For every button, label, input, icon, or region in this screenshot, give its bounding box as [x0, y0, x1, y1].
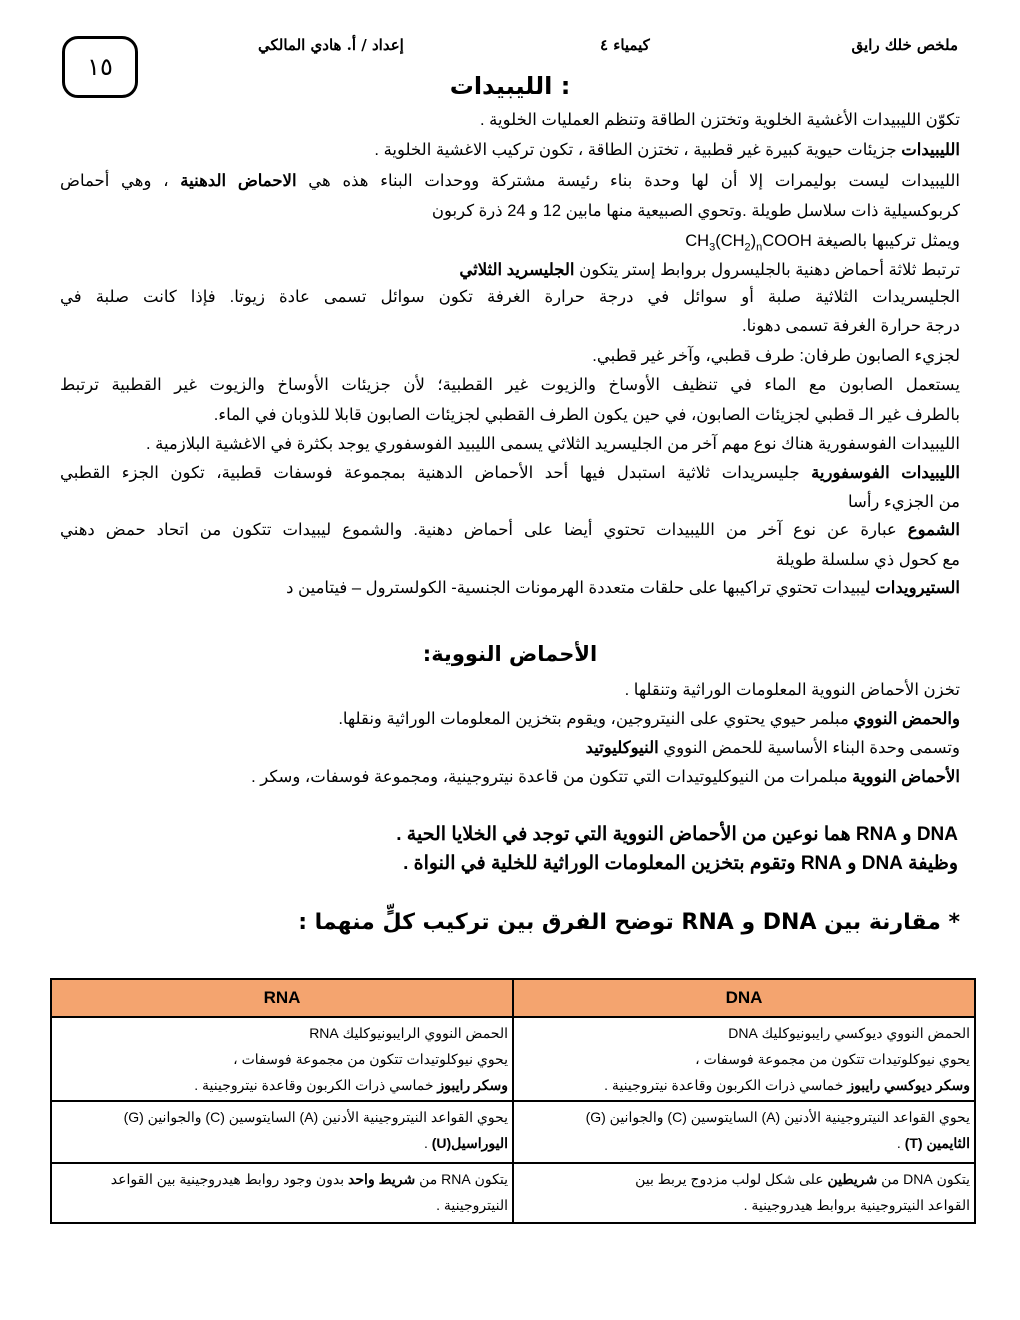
text-segment: ترتبط ثلاثة أحماض دهنية بالجليسرول بروابط إستر يتكون [574, 261, 960, 279]
text-segment: الليبيدات ليست بوليمرات إلا أن لها وحدة بناء رئيسة مشتركة ووحدات البناء هذه هي [296, 172, 960, 190]
paragraph-line [60, 138, 960, 162]
bold-term: والحمض النووي [853, 710, 960, 728]
paragraph-line [60, 548, 960, 572]
section-title-nucleic-acids: الأحماض النووية: [422, 642, 598, 666]
text-segment: مبلمرات من النيوكليوتيدات التي تتكون من قاعدة نيتروجينية، ومجموعة فوسفات، وسكر . [251, 768, 853, 786]
bold-term: النيوكليوتيد [585, 739, 659, 757]
text-segment: على شكل لولب مزدوج يربط بين [635, 1171, 828, 1187]
text-segment: خماسي ذرات الكربون وقاعدة نيتروجينية . [194, 1077, 438, 1093]
comparison-table [50, 978, 976, 1224]
text-segment: من الجزيء رأسا [847, 493, 960, 511]
text-segment: خماسي ذرات الكربون وقاعدة نيتروجينية . [604, 1077, 848, 1093]
text-segment: يحوي القواعد النيتروجينية الأدنين (A) السايتوسين (C) والجوانين (G) [123, 1109, 508, 1125]
paragraph-line [60, 707, 960, 731]
text-segment: 2 [744, 241, 751, 254]
cell-line [518, 1020, 970, 1046]
text-segment: يستعمل الصابون مع الماء في تنظيف الأوساخ والزيوت غير القطبية؛ لأن جزيئات الأوساخ والزيوت غير القطبية ترتبط [60, 376, 960, 394]
table-row [51, 1163, 975, 1223]
bold-term: الشموع [907, 521, 960, 539]
text-segment: ) [750, 232, 757, 250]
cell-line [518, 1130, 970, 1156]
text-segment: CH [685, 232, 710, 250]
cell-line [56, 1046, 508, 1072]
paragraph-line [60, 258, 960, 282]
dna-rna-function: وظيفة DNA و RNA وتقوم بتخزين المعلومات الوراثية للخلية في النواة . [403, 853, 958, 874]
table-row [51, 1017, 975, 1101]
text-segment: درجة حرارة الغرفة تسمى دهونا. [742, 317, 960, 335]
text-segment: يتكون DNA من [877, 1171, 970, 1187]
bold-term: الجليسريد الثلاثي [459, 261, 575, 279]
text-segment: بالطرف غير الـ قطبي لجزيئات الصابون، في حين يكون الطرف القطبي لجزيئات الصابون قابلا للذوبان في الماء. [213, 406, 960, 424]
paragraph-line [60, 403, 960, 427]
text-segment: (CH [715, 232, 745, 250]
paragraph-line [60, 765, 960, 789]
paragraph-line [60, 518, 960, 542]
text-segment: تكوّن الليبيدات الأغشية الخلوية وتختزن الطاقة وتنظم العمليات الخلوية . [479, 111, 960, 129]
dna-cell [513, 1017, 975, 1101]
dna-cell [513, 1101, 975, 1163]
text-segment: . [896, 1135, 905, 1151]
header-author: إعداد / أ. هادي المالكي [258, 36, 404, 54]
bold-term: الاحماض الدهنية [180, 172, 297, 190]
text-segment: ، وهي أحماض [60, 172, 181, 190]
cell-line [518, 1046, 970, 1072]
paragraph-line [60, 344, 960, 368]
paragraph-line [60, 736, 960, 760]
text-segment: يحوي نيوكلوتيدات تتكون من مجموعة فوسفات ، [695, 1051, 970, 1067]
paragraph-line [60, 576, 960, 600]
paragraph-line [60, 461, 960, 485]
text-segment: . [423, 1135, 432, 1151]
text-segment: القواعد النيتروجينية بروابط هيدروجينية . [743, 1197, 970, 1213]
cell-line [56, 1192, 508, 1218]
table-row [51, 1101, 975, 1163]
column-header-rna: RNA [51, 979, 513, 1017]
bold-term: الليبيدات [901, 141, 960, 159]
bold-term: الأحماض النووية [852, 768, 960, 786]
text-segment: الحمض النووي الرايبونيوكليك RNA [309, 1025, 508, 1041]
text-segment: وتسمى وحدة البناء الأساسية للحمض النووي [658, 739, 960, 757]
cell-line [518, 1192, 970, 1218]
bold-term: الثايمين (T) [904, 1135, 970, 1151]
page-number: ١٥ [62, 36, 138, 98]
paragraph-line [60, 490, 960, 514]
cell-line [518, 1072, 970, 1098]
text-segment: 3 [709, 241, 716, 254]
comparison-title: * مقارنة بين DNA و RNA توضح الفرق بين تركيب كلٍّ منهما : [298, 910, 960, 935]
header-subject: كيمياء ٤ [600, 36, 650, 54]
text-segment: مبلمر حيوي يحتوي على النيتروجين، ويقوم بتخزين المعلومات الوراثية ونقلها. [338, 710, 854, 728]
text-segment: n [756, 241, 763, 254]
text-segment: الحمض النووي ديوكسي رايبونيوكليك DNA [728, 1025, 970, 1041]
text-segment: مع كحول ذي سلسلة طويلة [775, 551, 960, 569]
paragraph-line [60, 199, 960, 223]
bold-term: اليوراسيل(U) [431, 1135, 508, 1151]
text-segment: جزيئات حيوية كبيرة غير قطبية ، تختزن الطاقة ، تكون تركيب الاغشية الخلوية . [374, 141, 902, 159]
text-segment: الجليسريدات الثلاثية صلبة أو سوائل في درجة حرارة الغرفة تكون سوائل تسمى عادة زيوتا. فإذا كانت صلبة في [60, 288, 960, 306]
rna-cell [51, 1017, 513, 1101]
paragraph-line [60, 314, 960, 338]
cell-line [56, 1130, 508, 1156]
bold-term: شريطين [827, 1171, 878, 1187]
text-segment: كربوكسيلية ذات سلاسل طويلة .وتحوي الصبيعية منها مابين 12 و 24 ذرة كربون [431, 202, 960, 220]
cell-line [56, 1166, 508, 1192]
bold-term: وسكر ديوكسي رايبوز [847, 1077, 970, 1093]
text-segment: النيتروجينية . [436, 1197, 508, 1213]
text-segment: لجزيء الصابون طرفان: طرف قطبي، وآخر غير قطبي. [592, 347, 960, 365]
column-header-dna: DNA [513, 979, 975, 1017]
text-segment: الليبيدات الفوسفورية هناك نوع مهم آخر من الجليسريد الثلاثي يسمى الليبيد الفوسفوري يوجد بكثرة في الاغشية البلازمية . [145, 435, 960, 453]
bold-term: الستيرويدات [875, 579, 960, 597]
bold-term: وسكر رايبوز [437, 1077, 508, 1093]
dna-rna-statement: DNA و RNA هما نوعين من الأحماض النووية التي توجد في الخلايا الحية . [396, 824, 958, 845]
bold-term: شريط واحد [348, 1171, 416, 1187]
paragraph-line [60, 108, 960, 132]
paragraph-line [60, 432, 960, 456]
section-title-lipids: الليبيدات : [449, 72, 571, 100]
rna-cell [51, 1163, 513, 1223]
text-segment: COOH [762, 232, 812, 250]
cell-line [518, 1104, 970, 1130]
text-segment: عبارة عن نوع آخر من الليبيدات تحتوي أيضا على أحماض دهنية. والشموع ليبيدات تتكون من اتحاد حمض دهني [60, 521, 908, 539]
paragraph-line [60, 229, 960, 259]
text-segment: تخزن الأحماض النووية المعلومات الوراثية وتنقلها . [624, 681, 960, 699]
text-segment: ليبيدات تحتوي تراكيبها على حلقات متعددة الهرمونات الجنسية- الكولسترول – فيتامين د [286, 579, 876, 597]
bold-term: الليبيدات الفوسفورية [811, 464, 960, 482]
header-summary: ملخص خلك رايق [851, 36, 958, 54]
paragraph-line [60, 169, 960, 193]
text-segment: ويمثل تركيبها بالصيغة [811, 232, 960, 250]
cell-line [56, 1104, 508, 1130]
text-segment: يحوي القواعد النيتروجينية الأدنين (A) السايتوسين (C) والجوانين (G) [585, 1109, 970, 1125]
rna-cell [51, 1101, 513, 1163]
text-segment: جليسريدات ثلاثية استبدل فيها أحد الأحماض الدهنية بمجموعة فوسفات قطبية، تكون الجزء القطبي [60, 464, 812, 482]
cell-line [518, 1166, 970, 1192]
dna-cell [513, 1163, 975, 1223]
paragraph-line [60, 285, 960, 309]
paragraph-line [60, 678, 960, 702]
cell-line [56, 1020, 508, 1046]
text-segment: بدون وجود روابط هيدروجينية بين القواعد [110, 1171, 349, 1187]
cell-line [56, 1072, 508, 1098]
paragraph-line [60, 373, 960, 397]
text-segment: يحوي نيوكلوتيدات تتكون من مجموعة فوسفات ، [233, 1051, 508, 1067]
text-segment: يتكون RNA من [415, 1171, 508, 1187]
